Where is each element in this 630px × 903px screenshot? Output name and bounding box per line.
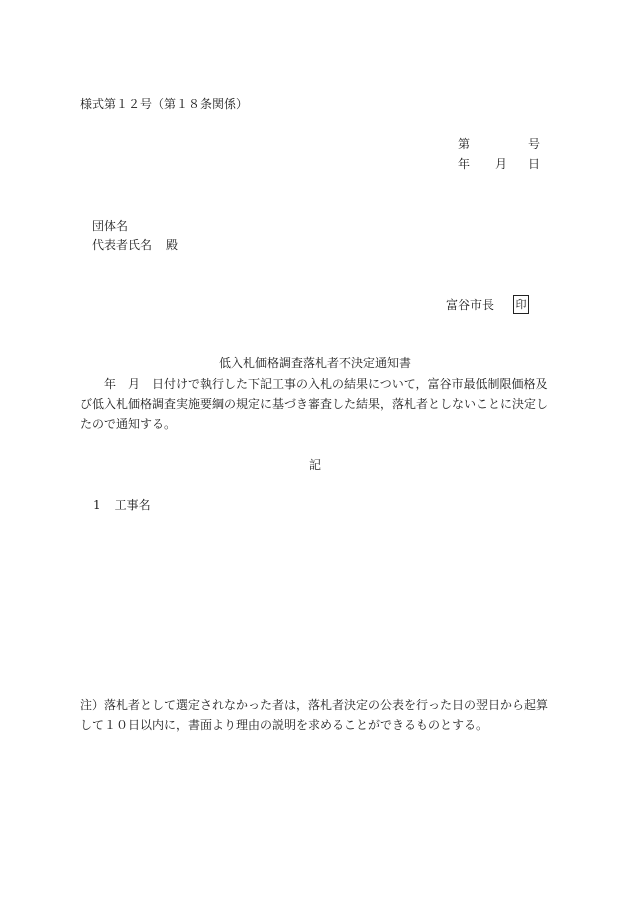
document-number-prefix: 第 [458, 137, 471, 151]
form-number: 様式第１２号（第１８条関係） [80, 97, 249, 111]
seal-stamp-icon: 印 [513, 295, 529, 314]
recipient-org-label: 団体名 [92, 219, 129, 233]
document-title: 低入札価格調査落札者不決定通知書 [218, 356, 411, 370]
issuer-name: 富谷市長 [446, 298, 495, 312]
item-number: 1 [93, 498, 101, 512]
date-day-label: 日 [528, 157, 541, 171]
recipient-name-label: 代表者氏名 [92, 238, 153, 252]
recipient-name-line [92, 237, 178, 253]
body-paragraph: 年 月 日付けで執行した下記工事の入札の結果について，富谷市最低制限価格及び低入札価格調査実施要綱の規定に基づき審査した結果，落札者としないことに決定したので通知する。 [80, 377, 549, 431]
recipient-honorific: 殿 [166, 238, 179, 252]
item-label: 工事名 [114, 498, 151, 512]
footnote: 注）落札者として選定されなかった者は，落札者決定の公表を行った日の翌日から起算して１０日以内に，書面より理由の説明を求めることができるものとする。 [80, 698, 549, 732]
ki-heading: 記 [308, 458, 321, 472]
document-number-suffix: 号 [527, 137, 540, 151]
date-year-label: 年 [458, 157, 471, 171]
list-item [93, 497, 151, 513]
date-month-label: 月 [495, 157, 508, 171]
